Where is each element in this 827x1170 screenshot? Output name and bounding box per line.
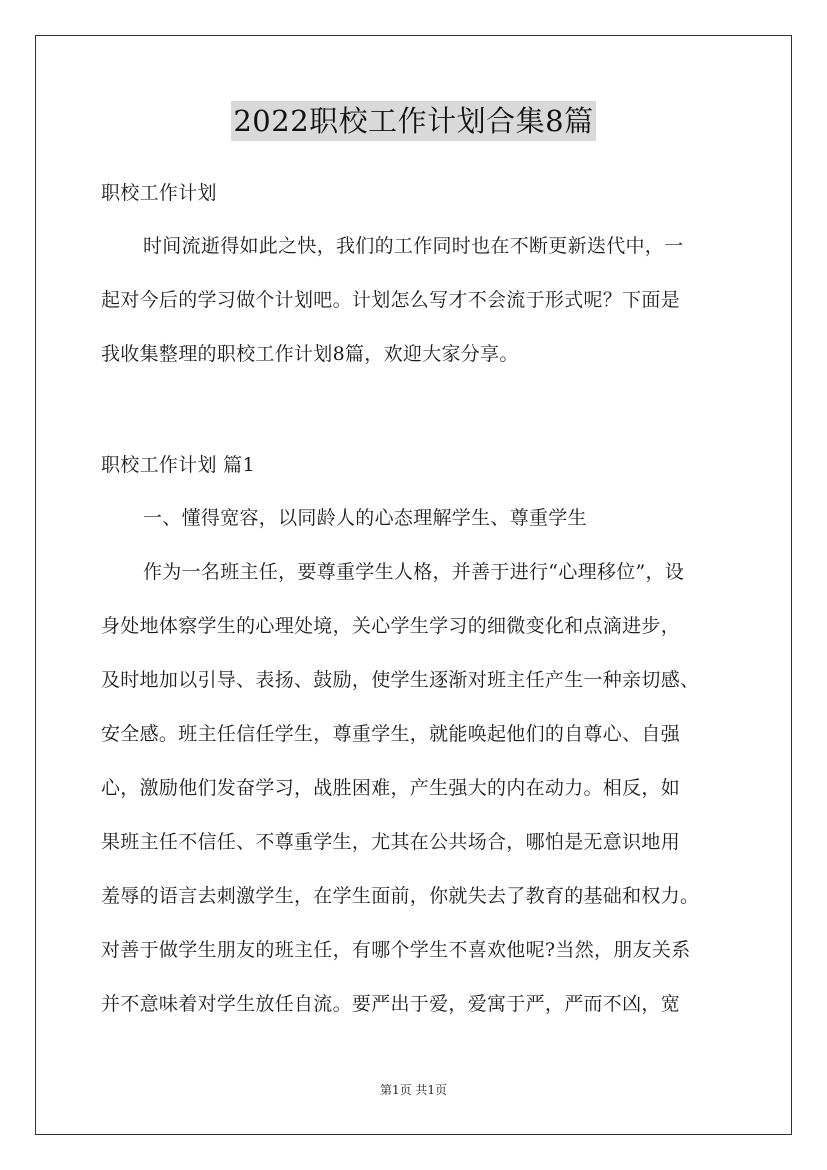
paragraph-line: 安全感。班主任信任学生，尊重学生，就能唤起他们的自尊心、自强 xyxy=(101,723,681,745)
page-number-footer: 第1页 共1页 xyxy=(379,1083,448,1097)
subheading: 一、懂得宽容，以同龄人的心态理解学生、尊重学生 xyxy=(143,507,587,529)
paragraph-line: 及时地加以引导、表扬、鼓励，使学生逐渐对班主任产生一种亲切感、 xyxy=(101,669,700,691)
section-heading: 职校工作计划 篇1 xyxy=(101,454,255,476)
paragraph-line: 并不意味着对学生放任自流。要严出于爱，爱寓于严，严而不凶，宽 xyxy=(101,993,681,1015)
paragraph-line: 心，激励他们发奋学习，战胜困难，产生强大的内在动力。相反，如 xyxy=(101,777,681,799)
document-title: 2022职校工作计划合集8篇 xyxy=(231,101,595,141)
paragraph-line: 时间流逝得如此之快，我们的工作同时也在不断更新迭代中，一 xyxy=(143,235,684,257)
paragraph-line: 果班主任不信任、不尊重学生，尤其在公共场合，哪怕是无意识地用 xyxy=(101,831,681,853)
title-container xyxy=(0,101,827,141)
section-heading: 职校工作计划 xyxy=(101,182,217,204)
paragraph-line: 身处地体察学生的心理处境，关心学生学习的细微变化和点滴进步， xyxy=(101,615,681,637)
paragraph-line: 羞辱的语言去刺激学生，在学生面前，你就失去了教育的基础和权力。 xyxy=(101,885,700,907)
paragraph-line: 我收集整理的职校工作计划8篇，欢迎大家分享。 xyxy=(101,343,519,365)
paragraph-line: 对善于做学生朋友的班主任，有哪个学生不喜欢他呢?当然，朋友关系 xyxy=(101,939,691,961)
paragraph-line: 作为一名班主任，要尊重学生人格，并善于进行“心理移位”，设 xyxy=(143,561,685,583)
paragraph-line: 起对今后的学习做个计划吧。计划怎么写才不会流于形式呢？下面是 xyxy=(101,289,681,311)
